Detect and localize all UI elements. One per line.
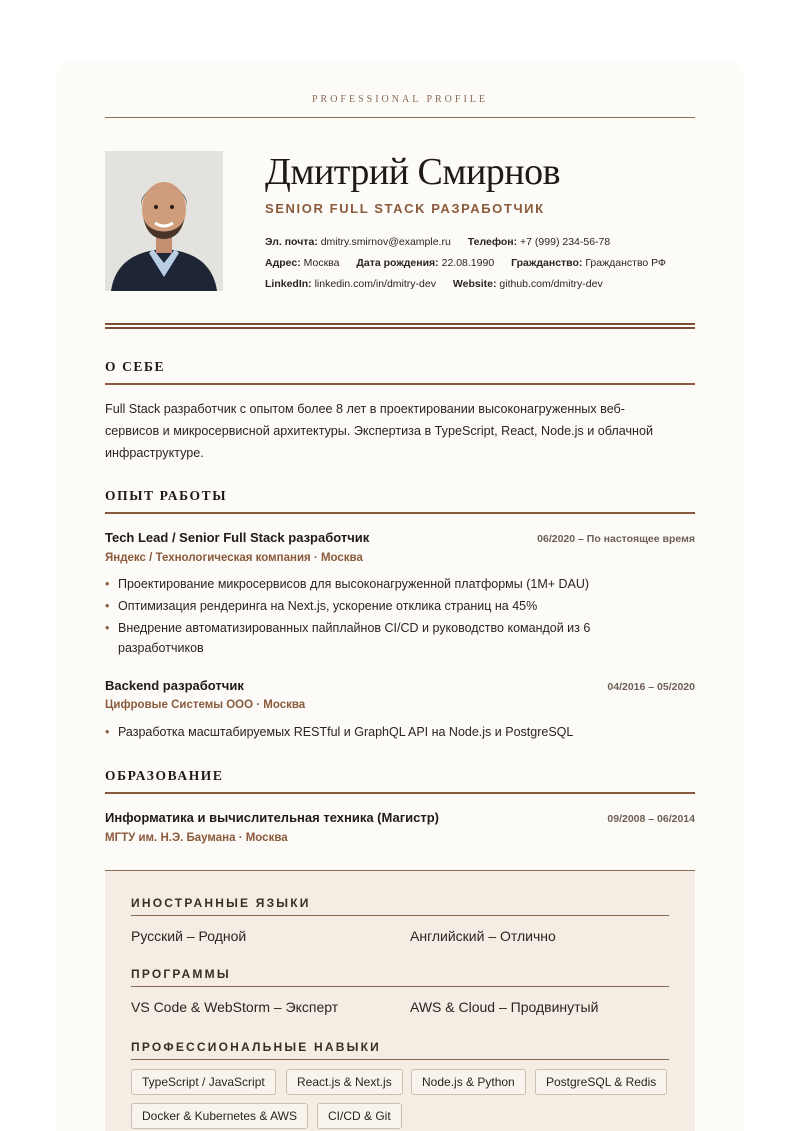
header-divider xyxy=(105,323,695,329)
profile-photo xyxy=(105,151,223,291)
list-item: • Внедрение автоматизированных пайплайнов CI/CD и руководство командой из 6 разработчиков xyxy=(105,618,665,658)
section-heading-about: О СЕБЕ xyxy=(105,359,695,385)
software-item: VS Code & WebStorm – Эксперт xyxy=(131,999,339,1015)
contact-address: Адрес: Москва xyxy=(265,257,340,269)
education-dates: 09/2008 – 06/2014 xyxy=(607,813,695,825)
resume-sheet xyxy=(57,60,743,1131)
job-2-title: Backend разработчик xyxy=(105,678,244,693)
skills-panel xyxy=(105,871,695,1131)
list-item: • Проектирование микросервисов для высоконагруженной платформы (1M+ DAU) xyxy=(105,574,665,594)
education-degree: Информатика и вычислительная техника (Магистр) xyxy=(105,810,440,825)
job-2-company: Цифровые Системы ООО · Москва xyxy=(105,699,306,711)
job-title-headline: SENIOR FULL STACK РАЗРАБОТЧИК xyxy=(265,201,545,216)
person-photo-icon xyxy=(105,151,223,291)
skill-tag: React.js & Next.js xyxy=(286,1069,403,1095)
section-heading-education: ОБРАЗОВАНИЕ xyxy=(105,768,695,794)
language-item: Английский – Отлично xyxy=(410,928,556,944)
contact-citizenship: Гражданство: Гражданство РФ xyxy=(511,257,667,269)
language-item: Русский – Родной xyxy=(131,928,247,944)
job-1-title: Tech Lead / Senior Full Stack разработчик xyxy=(105,530,370,545)
section-heading-languages: ИНОСТРАННЫЕ ЯЗЫКИ xyxy=(131,896,669,916)
about-text: Full Stack разработчик с опытом более 8 лет в проектировании высоконагруженных веб-сервисов и микросервисной архитектуры. Экспертиза в TypeScript, React, Node.js и облачной инфраструктуре. xyxy=(105,402,654,460)
contact-linkedin[interactable]: LinkedIn: linkedin.com/in/dmitry-dev xyxy=(265,278,436,290)
job-1-dates: 06/2020 – По настоящее время xyxy=(537,533,695,545)
skill-tag: CI/CD & Git xyxy=(317,1103,402,1129)
person-name: Дмитрий Смирнов xyxy=(265,151,561,193)
contact-block xyxy=(265,236,680,299)
skill-tag: Node.js & Python xyxy=(411,1069,526,1095)
software-item: AWS & Cloud – Продвинутый xyxy=(410,999,599,1015)
contact-birthdate: Дата рождения: 22.08.1990 xyxy=(356,257,495,269)
list-item: • Разработка масштабируемых RESTful и GraphQL API на Node.js и PostgreSQL xyxy=(105,722,665,742)
skill-tag: Docker & Kubernetes & AWS xyxy=(131,1103,308,1129)
job-1-bullets xyxy=(105,574,665,660)
contact-phone[interactable]: Телефон: +7 (999) 234-56-78 xyxy=(467,236,611,248)
section-heading-experience: ОПЫТ РАБОТЫ xyxy=(105,488,695,514)
contact-email[interactable]: Эл. почта: dmitry.smirnov@example.ru xyxy=(265,236,451,248)
list-item: • Оптимизация рендеринга на Next.js, ускорение отклика страниц на 45% xyxy=(105,596,665,616)
education-school: МГТУ им. Н.Э. Баумана · Москва xyxy=(105,832,288,844)
section-heading-skills: ПРОФЕССИОНАЛЬНЫЕ НАВЫКИ xyxy=(131,1040,669,1060)
section-heading-software: ПРОГРАММЫ xyxy=(131,967,669,987)
job-2-dates: 04/2016 – 05/2020 xyxy=(607,681,695,693)
contact-website[interactable]: Website: github.com/dmitry-dev xyxy=(452,278,603,290)
skill-tag: PostgreSQL & Redis xyxy=(535,1069,667,1095)
profile-label: PROFESSIONAL PROFILE xyxy=(311,94,489,105)
top-divider xyxy=(105,117,695,118)
job-2-bullets xyxy=(105,722,665,744)
skill-tag: TypeScript / JavaScript xyxy=(131,1069,276,1095)
job-1-company: Яндекс / Технологическая компания · Москва xyxy=(105,552,363,564)
